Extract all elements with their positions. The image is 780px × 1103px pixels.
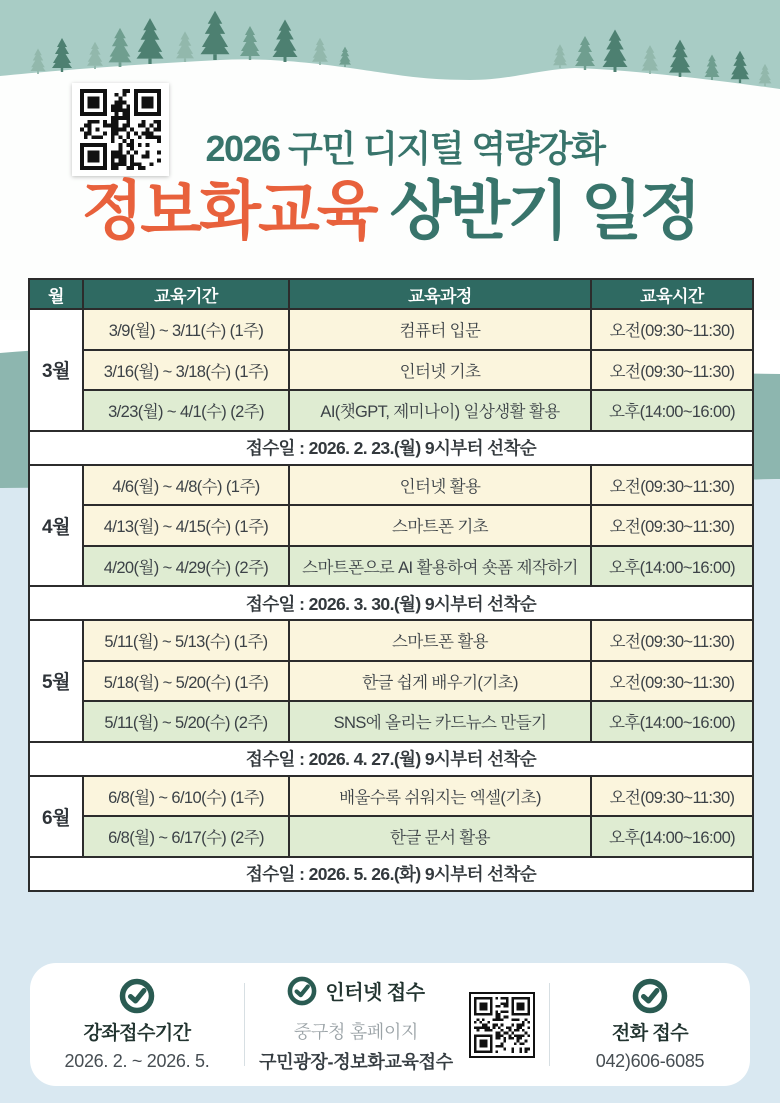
poster-title <box>0 160 780 252</box>
footer-section <box>245 963 549 1086</box>
reception-cell: 접수일 : 2026. 3. 30.(월) 9시부터 선착순 <box>29 586 753 620</box>
check-icon <box>287 976 317 1006</box>
reception-row <box>29 857 753 891</box>
course-cell: 한글 쉽게 배우기(기초) <box>289 661 591 702</box>
course-cell: 한글 문서 활용 <box>289 816 591 857</box>
time-cell: 오후(14:00~16:00) <box>591 390 753 431</box>
course-cell: 인터넷 활용 <box>289 465 591 506</box>
course-row <box>29 701 753 742</box>
course-row <box>29 546 753 587</box>
table-header-row <box>29 279 753 309</box>
time-cell: 오전(09:30~11:30) <box>591 620 753 661</box>
month-cell: 6월 <box>29 776 83 857</box>
footer-section-title: 인터넷 접수 <box>325 982 425 1004</box>
course-cell: 배울수록 쉬워지는 엑셀(기초) <box>289 776 591 817</box>
period-cell: 4/13(월) ~ 4/15(수) (1주) <box>83 505 289 546</box>
time-cell: 오전(09:30~11:30) <box>591 465 753 506</box>
period-cell: 5/18(월) ~ 5/20(수) (1주) <box>83 661 289 702</box>
poster-title-rest: 상반기 일정 <box>389 175 699 247</box>
course-row <box>29 309 753 350</box>
month-cell: 3월 <box>29 309 83 431</box>
period-cell: 6/8(월) ~ 6/10(수) (1주) <box>83 776 289 817</box>
period-cell: 5/11(월) ~ 5/13(수) (1주) <box>83 620 289 661</box>
reception-cell: 접수일 : 2026. 5. 26.(화) 9시부터 선착순 <box>29 857 753 891</box>
reception-cell: 접수일 : 2026. 4. 27.(월) 9시부터 선착순 <box>29 742 753 776</box>
check-icon <box>632 978 668 1014</box>
period-cell: 6/8(월) ~ 6/17(수) (2주) <box>83 816 289 857</box>
schedule-table <box>28 278 754 892</box>
period-cell: 4/6(월) ~ 4/8(수) (1주) <box>83 465 289 506</box>
column-header: 교육과정 <box>289 279 591 309</box>
column-header: 교육기간 <box>83 279 289 309</box>
time-cell: 오후(14:00~16:00) <box>591 701 753 742</box>
footer-line: 중구청 홈페이지 <box>293 1021 419 1042</box>
period-cell: 4/20(월) ~ 4/29(수) (2주) <box>83 546 289 587</box>
course-row <box>29 776 753 817</box>
period-cell: 5/11(월) ~ 5/20(수) (2주) <box>83 701 289 742</box>
reception-cell: 접수일 : 2026. 2. 23.(월) 9시부터 선착순 <box>29 431 753 465</box>
period-cell: 3/16(월) ~ 3/18(수) (1주) <box>83 350 289 391</box>
time-cell: 오전(09:30~11:30) <box>591 661 753 702</box>
month-cell: 4월 <box>29 465 83 587</box>
column-header: 월 <box>29 279 83 309</box>
footer-line: 2026. 2. ~ 2026. 5. <box>64 1050 210 1071</box>
course-row <box>29 390 753 431</box>
check-icon <box>119 978 155 1014</box>
footer-section <box>30 963 244 1086</box>
course-cell: 스마트폰으로 AI 활용하여 숏폼 제작하기 <box>289 546 591 587</box>
time-cell: 오전(09:30~11:30) <box>591 776 753 817</box>
footer-line: 042)606-6085 <box>595 1050 705 1071</box>
course-cell: 컴퓨터 입문 <box>289 309 591 350</box>
schedule-table-wrap <box>28 278 754 892</box>
course-row <box>29 816 753 857</box>
footer-qr-code <box>469 992 535 1058</box>
course-row <box>29 620 753 661</box>
course-row <box>29 661 753 702</box>
footer-section-title: 강좌접수기간 <box>83 1022 191 1044</box>
course-row <box>29 350 753 391</box>
reception-row <box>29 431 753 465</box>
footer-line: 구민광장-정보화교육접수 <box>259 1051 453 1072</box>
course-cell: 인터넷 기초 <box>289 350 591 391</box>
footer-section <box>550 963 750 1086</box>
poster-subtitle: 2026 구민 디지털 역량강화 <box>205 128 605 169</box>
month-cell: 5월 <box>29 620 83 742</box>
footer-text-column <box>259 976 453 1074</box>
footer-section-head <box>287 976 424 1006</box>
time-cell: 오후(14:00~16:00) <box>591 816 753 857</box>
time-cell: 오전(09:30~11:30) <box>591 350 753 391</box>
reception-row <box>29 586 753 620</box>
footer-card <box>30 963 750 1086</box>
course-row <box>29 505 753 546</box>
course-cell: 스마트폰 기초 <box>289 505 591 546</box>
time-cell: 오전(09:30~11:30) <box>591 309 753 350</box>
course-row <box>29 465 753 506</box>
footer-section-title: 전화 접수 <box>611 1022 689 1044</box>
course-cell: 스마트폰 활용 <box>289 620 591 661</box>
period-cell: 3/23(월) ~ 4/1(수) (2주) <box>83 390 289 431</box>
time-cell: 오전(09:30~11:30) <box>591 505 753 546</box>
column-header: 교육시간 <box>591 279 753 309</box>
time-cell: 오후(14:00~16:00) <box>591 546 753 587</box>
course-cell: SNS에 올리는 카드뉴스 만들기 <box>289 701 591 742</box>
period-cell: 3/9(월) ~ 3/11(수) (1주) <box>83 309 289 350</box>
course-cell: AI(챗GPT, 제미나이) 일상생활 활용 <box>289 390 591 431</box>
poster-title-accent: 정보화교육 <box>81 175 376 247</box>
reception-row <box>29 742 753 776</box>
